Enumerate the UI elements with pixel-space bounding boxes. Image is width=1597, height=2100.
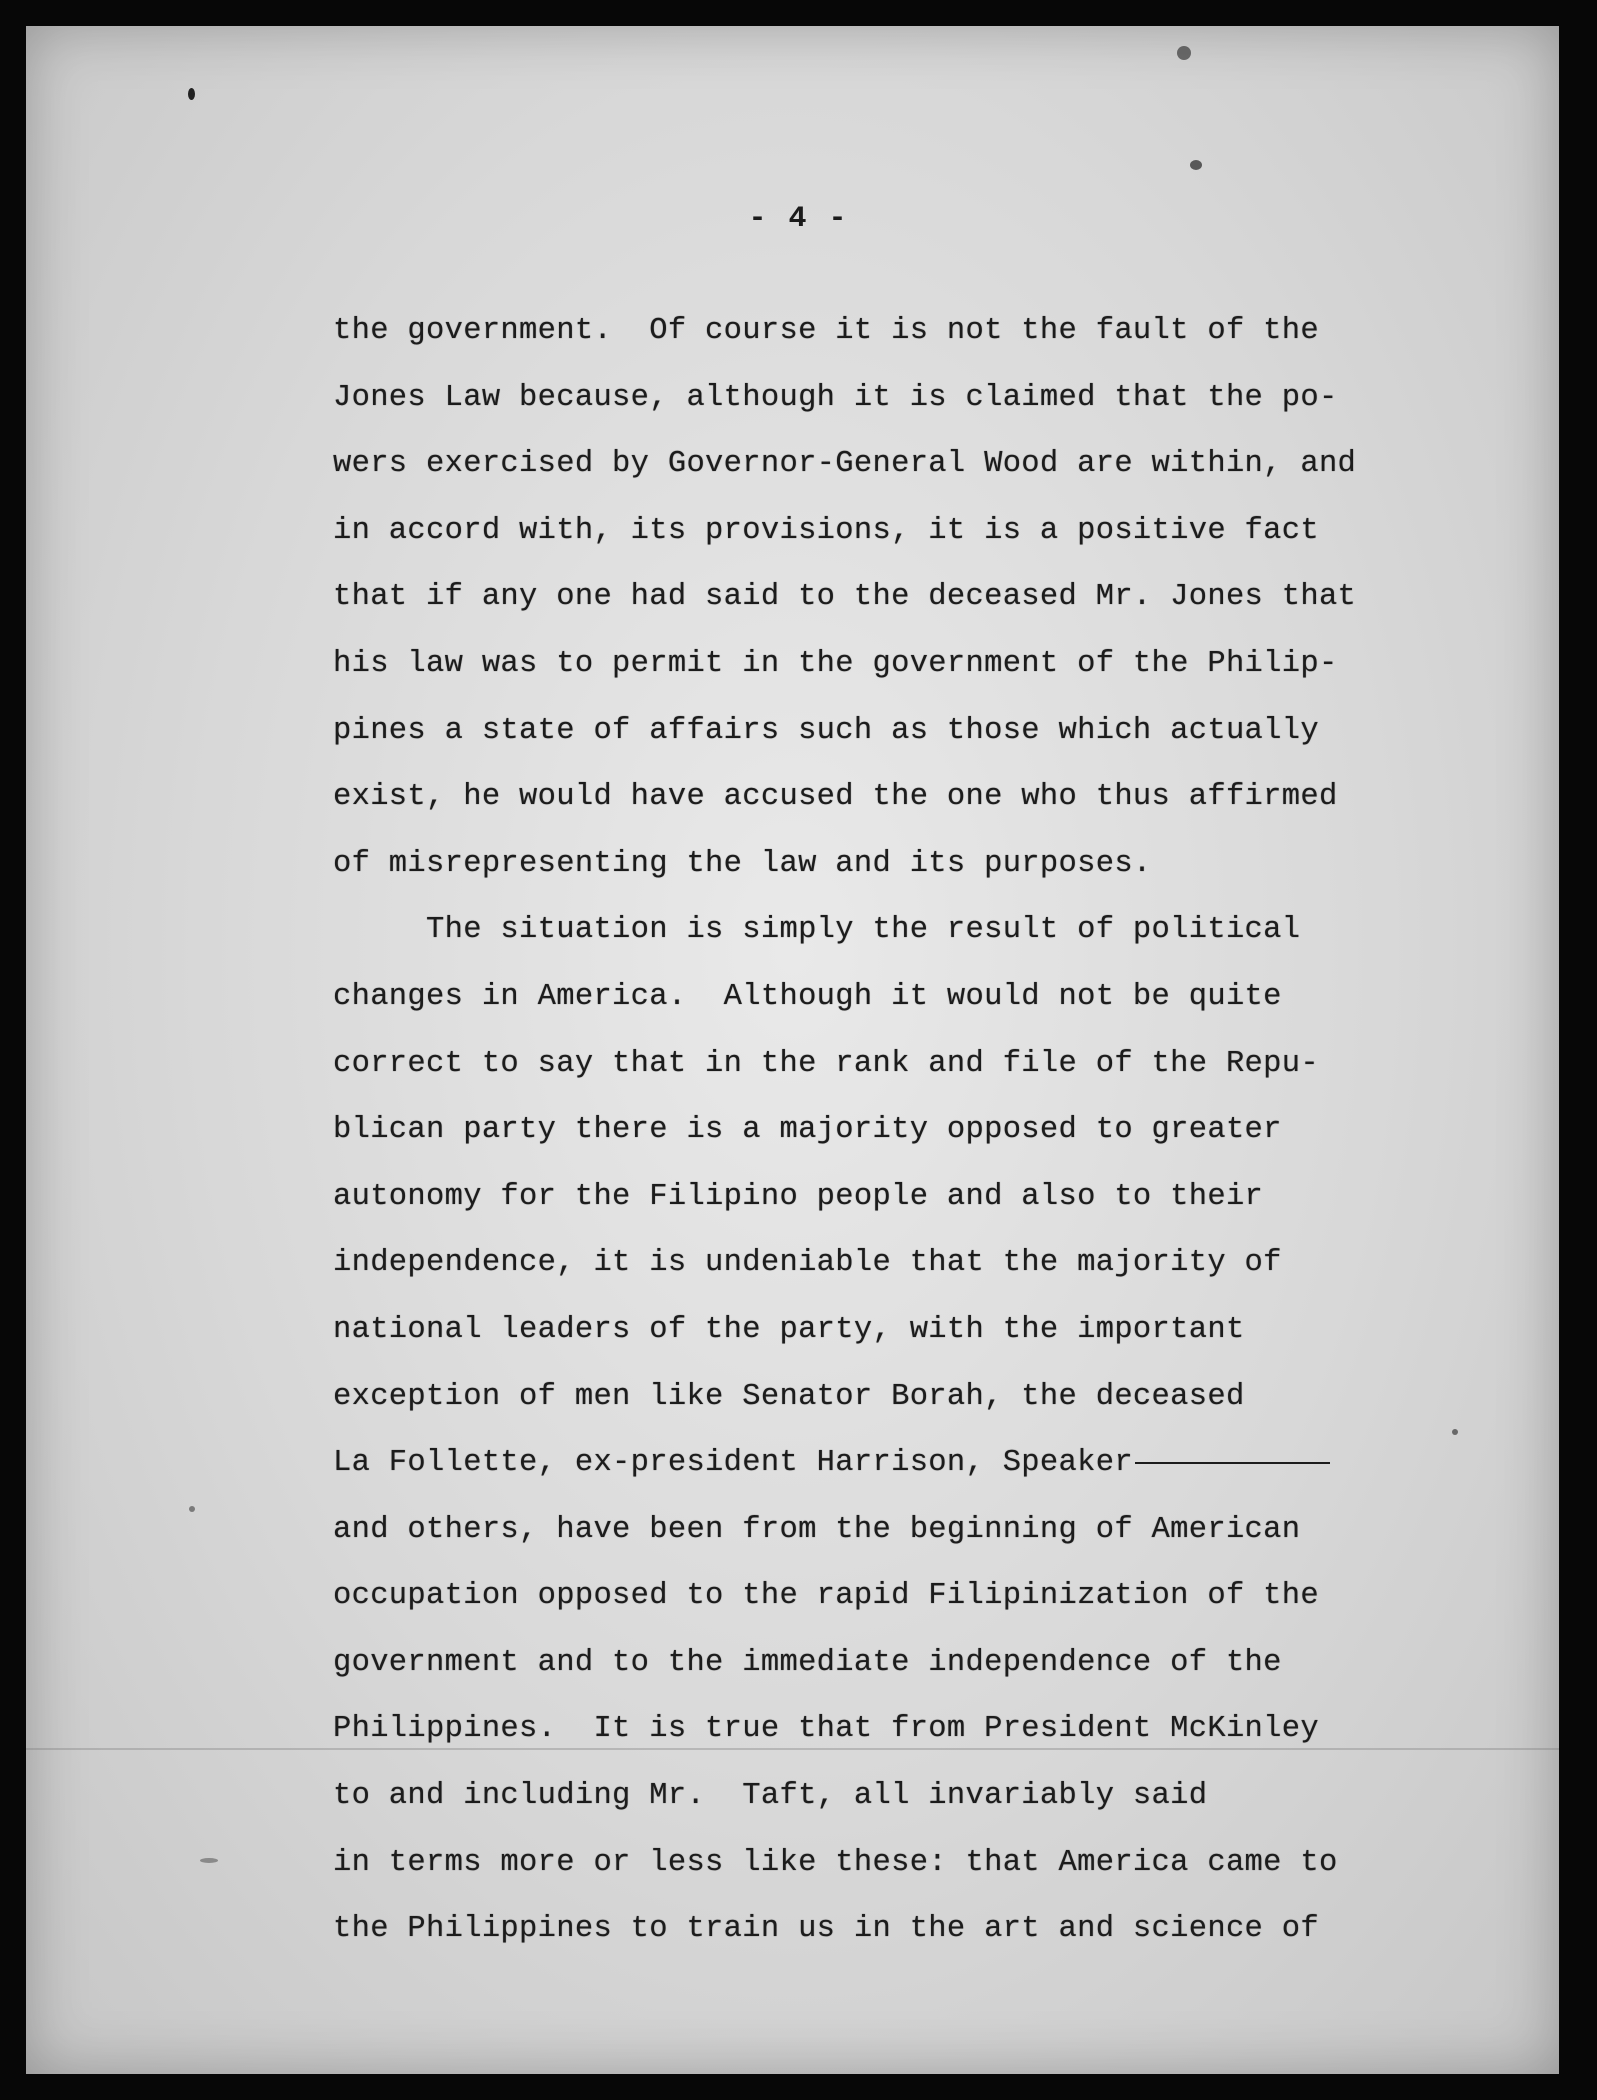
text-line: wers exercised by Governor-General Wood are within, and [333,447,1357,482]
ink-speck [1190,160,1202,170]
text-line: Philippines. It is true that from President McKinley [333,1712,1319,1747]
ink-speck [188,88,195,100]
ink-speck [200,1858,218,1863]
text-line: that if any one had said to the deceased Mr. Jones that [333,580,1357,615]
text-line: La Follette, ex-president Harrison, Speaker [333,1446,1133,1481]
page-number: - 4 - [748,202,849,236]
text-line: pines a state of affairs such as those which actually [333,713,1319,748]
text-line: changes in America. Although it would not be quite [333,979,1282,1014]
text-line: The situation is simply the result of political [333,913,1301,948]
text-line: national leaders of the party, with the important [333,1312,1245,1347]
text-line: the government. Of course it is not the fault of the [333,314,1319,348]
text-line: of misrepresenting the law and its purposes. [333,846,1152,881]
blank-underline [1135,1460,1330,1464]
text-line: in accord with, its provisions, it is a positive fact [333,513,1319,548]
text-line: in terms more or less like these: that America came to [333,1845,1338,1880]
text-line: his law was to permit in the government of the Philip- [333,646,1338,681]
text-line: government and to the immediate independence of the [333,1645,1282,1680]
text-line: Jones Law because, although it is claimed that the po- [333,380,1338,415]
text-line: autonomy for the Filipino people and also to their [333,1179,1264,1214]
text-line: occupation opposed to the rapid Filipinization of the [333,1579,1319,1614]
text-line: and others, have been from the beginning of American [333,1512,1301,1547]
text-line: exception of men like Senator Borah, the deceased [333,1379,1245,1414]
text-line: blican party there is a majority opposed to greater [333,1113,1282,1148]
text-line: exist, he would have accused the one who thus affirmed [333,780,1338,815]
text-line-with-blank [333,1430,1513,1497]
text-line: the Philippines to train us in the art and science of [333,1912,1319,1947]
text-line: correct to say that in the rank and file of the Repu- [333,1046,1319,1081]
body-text [333,298,1513,1963]
ink-speck [1177,46,1191,60]
text-line: independence, it is undeniable that the majority of [333,1246,1282,1281]
ink-speck [189,1506,195,1512]
text-line: to and including Mr. Taft, all invariably said [333,1779,1208,1814]
